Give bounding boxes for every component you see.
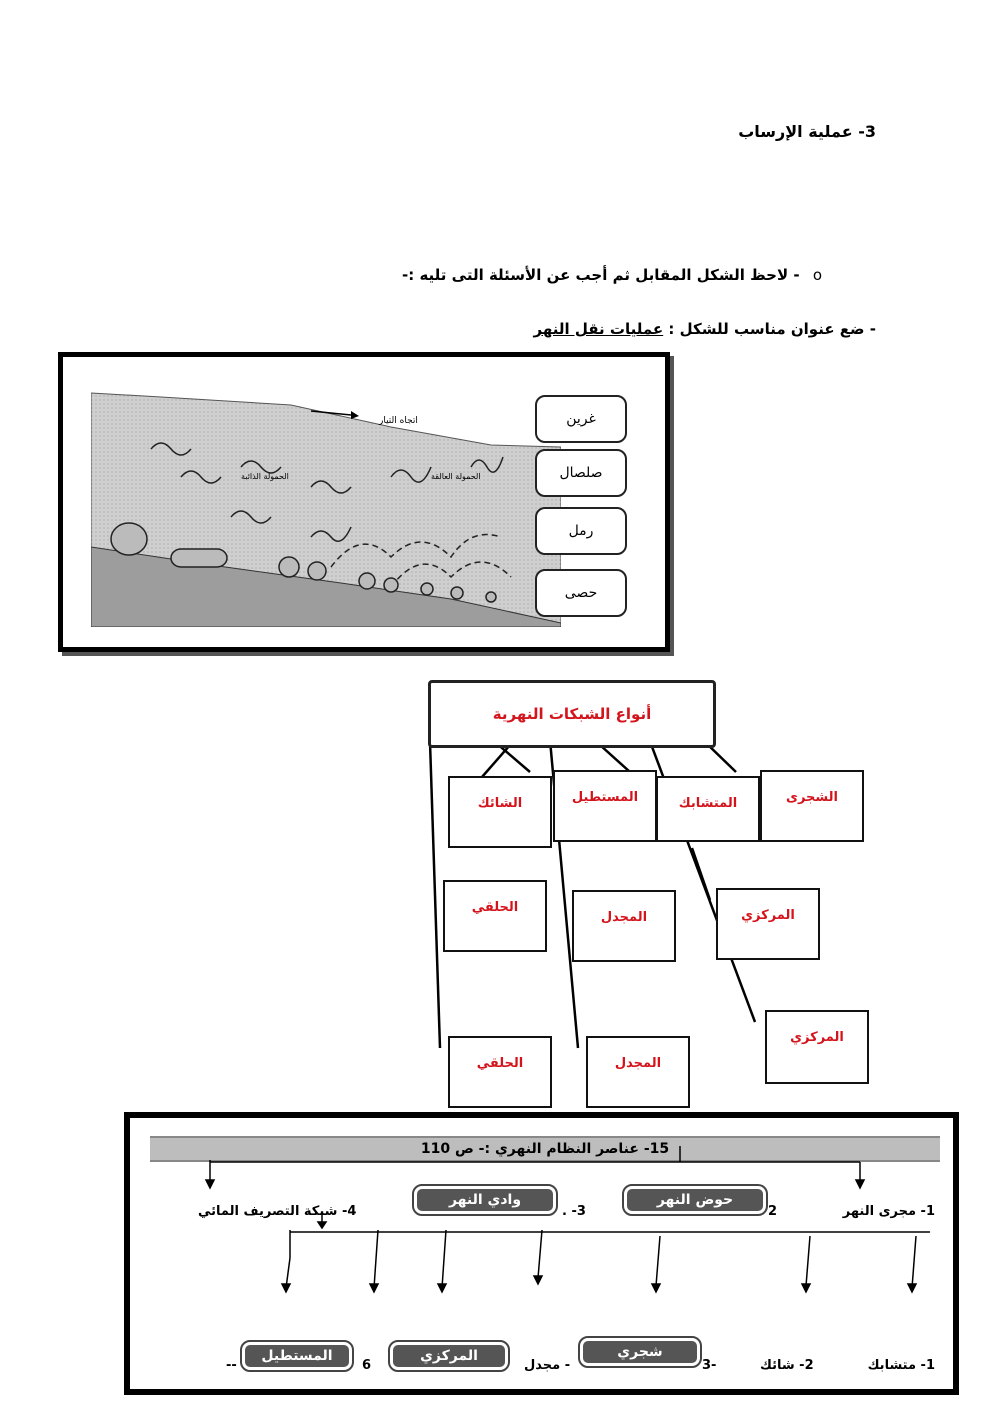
pill-rectangular-text: المستطيل xyxy=(245,1345,349,1367)
box-radial-2 xyxy=(765,1010,869,1084)
pill-river-valley-text: وادي النهر xyxy=(417,1189,553,1211)
label-sand: رمل xyxy=(535,507,627,555)
pill-river-valley xyxy=(412,1184,558,1216)
pill-radial xyxy=(388,1340,510,1372)
box-radial-2-text: المركزي xyxy=(790,1030,844,1045)
element-braided: - مجدل xyxy=(524,1358,571,1373)
pill-rectangular xyxy=(240,1340,354,1372)
element-drainage-network: 4- شبكة التصريف المائي xyxy=(198,1204,357,1219)
pill-dendritic xyxy=(578,1336,702,1368)
network-types-title-text: أنواع الشبكات النهرية xyxy=(492,705,652,723)
network-types-title xyxy=(428,680,716,748)
element-river-channel: 1- مجرى النهر xyxy=(842,1204,935,1219)
element-dash: -- xyxy=(226,1358,237,1373)
section-heading: 3- عملية الإرساب xyxy=(738,122,876,141)
box-braided-1-text: المجدل xyxy=(600,910,648,925)
box-braided-2-text: المجدل xyxy=(614,1056,662,1071)
box-trellis-text: المتشابك xyxy=(678,796,738,811)
box-barbed-text: الشائك xyxy=(477,796,523,811)
box-braided-1 xyxy=(572,890,676,962)
box-annular-2 xyxy=(448,1036,552,1108)
question-title-answer: عمليات نقل النهر xyxy=(533,320,664,338)
river-system-panel xyxy=(124,1112,959,1395)
box-rectangular xyxy=(553,770,657,842)
label-gravel: حصى xyxy=(535,569,627,617)
question-title-prompt: - ضع عنوان مناسب للشكل : xyxy=(663,320,876,338)
question-observe-text: - لاحظ الشكل المقابل ثم أجب عن الأسئلة التى تليه :- xyxy=(402,266,800,284)
box-rectangular-text: المستطيل xyxy=(571,790,639,805)
element-trellis: 1- متشابك xyxy=(867,1358,935,1373)
dissolved-load-label: الحمولة الذائبة xyxy=(241,472,289,481)
current-direction-label: اتجاه التيار xyxy=(379,416,418,426)
box-trellis xyxy=(656,776,760,842)
box-braided-2 xyxy=(586,1036,690,1108)
element-3-number: 3- . xyxy=(562,1204,586,1219)
box-barbed xyxy=(448,776,552,848)
label-silt: غرين xyxy=(535,395,627,443)
pill-river-basin-text: حوض النهر xyxy=(627,1189,763,1211)
box-annular-1-text: الحلقي xyxy=(471,900,519,915)
suspended-load-label: الحمولة العالقة xyxy=(431,472,481,481)
element-6-number: 6 xyxy=(362,1358,372,1373)
bullet-icon: o xyxy=(812,266,822,284)
element-3-number-row2: 3- xyxy=(702,1358,717,1373)
panel-title: 15- عناصر النظام النهري :- ص 110 xyxy=(150,1136,940,1162)
pill-radial-text: المركزي xyxy=(393,1345,505,1367)
label-clay: صلصال xyxy=(535,449,627,497)
box-dendritic-text: الشجرى xyxy=(786,790,838,805)
element-2-number: 2 xyxy=(768,1204,778,1219)
box-radial-1 xyxy=(716,888,820,960)
box-annular-2-text: الحلقي xyxy=(476,1056,524,1071)
element-barbed: 2- شائك xyxy=(760,1358,814,1373)
box-dendritic xyxy=(760,770,864,842)
box-radial-1-text: المركزي xyxy=(741,908,795,923)
pill-dendritic-text: شجري xyxy=(583,1341,697,1363)
box-annular-1 xyxy=(443,880,547,952)
pill-river-basin xyxy=(622,1184,768,1216)
